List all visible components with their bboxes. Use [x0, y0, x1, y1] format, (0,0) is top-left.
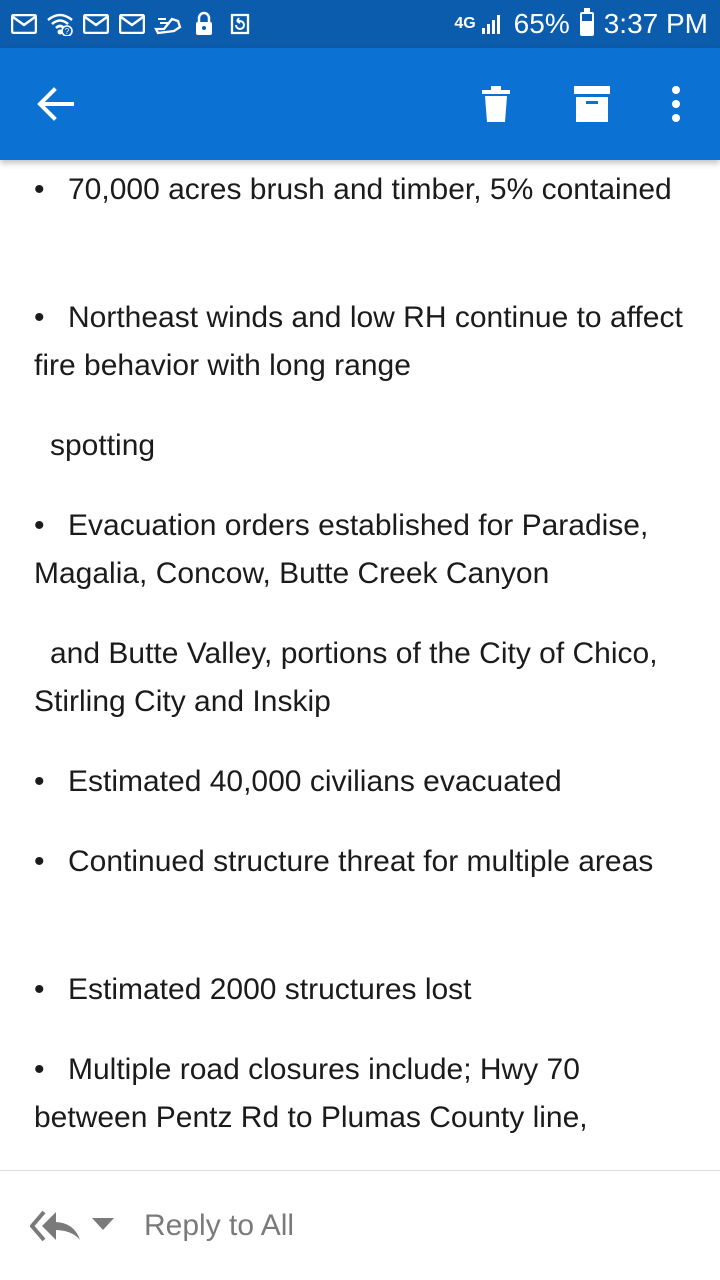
- bullet: •: [34, 173, 45, 206]
- trash-icon: [482, 86, 510, 122]
- body-line: [34, 422, 694, 470]
- battery-fill: [582, 21, 592, 34]
- clock: 3:37 PM: [603, 8, 708, 39]
- dropdown-icon: [92, 1218, 114, 1232]
- line-text: Evacuation orders established for Paradise, Magalia, Concow, Butte Creek Canyon: [34, 509, 649, 590]
- reply-all-button[interactable]: [30, 1208, 82, 1244]
- body-line: [34, 838, 694, 886]
- delete-button[interactable]: [468, 76, 524, 132]
- bullet: •: [34, 1053, 45, 1086]
- line-text: Multiple road closures include; Hwy 70 between Pentz Rd to Plumas County line,: [34, 1053, 588, 1134]
- body-line: [34, 966, 694, 1014]
- body-line: [34, 294, 694, 390]
- body-line: [34, 630, 694, 726]
- status-right: [454, 0, 708, 48]
- bullet: •: [34, 509, 45, 542]
- email-body: [0, 160, 720, 1170]
- mail-icon: [10, 10, 38, 38]
- back-arrow-icon: [36, 86, 76, 122]
- shoe-icon: [154, 10, 182, 38]
- more-vert-icon: [671, 86, 681, 122]
- signal-icon: [480, 13, 504, 35]
- battery-icon: [580, 12, 594, 36]
- line-text: 70,000 acres brush and timber, 5% contained: [68, 173, 672, 206]
- line-text: and Butte Valley, portions of the City of Chico, Stirling City and Inskip: [34, 637, 658, 718]
- archive-icon: [574, 86, 610, 122]
- bullet: •: [34, 301, 45, 334]
- app-bar: [0, 48, 720, 160]
- bullet: •: [34, 765, 45, 798]
- lock-icon: [190, 10, 218, 38]
- archive-button[interactable]: [564, 76, 620, 132]
- battery-percent: 65%: [513, 8, 570, 39]
- body-line: [34, 758, 694, 806]
- line-text: spotting: [50, 429, 156, 462]
- network-label: 4G: [454, 15, 476, 32]
- wifi-icon: [46, 10, 74, 38]
- reply-all-icon: [30, 1208, 82, 1244]
- svg-text:?: ?: [64, 27, 70, 36]
- line-text: Continued structure threat for multiple areas: [68, 845, 654, 878]
- reply-to-all-button[interactable]: Reply to All: [144, 1209, 295, 1242]
- status-bar: [0, 0, 720, 48]
- more-options-button[interactable]: [648, 76, 704, 132]
- reply-options-button[interactable]: [92, 1218, 114, 1232]
- sync-icon: [226, 10, 254, 38]
- bullet: •: [34, 973, 45, 1006]
- mail-icon: [118, 10, 146, 38]
- body-line: [34, 502, 694, 598]
- bullet: •: [34, 845, 45, 878]
- line-text: Northeast winds and low RH continue to affect fire behavior with long range: [34, 301, 683, 382]
- body-line: [34, 1046, 694, 1142]
- line-text: Estimated 2000 structures lost: [68, 973, 472, 1006]
- line-text: Estimated 40,000 civilians evacuated: [68, 765, 562, 798]
- mail-icon: [82, 10, 110, 38]
- back-button[interactable]: [28, 76, 84, 132]
- notification-icons: [10, 0, 254, 48]
- network-indicator: [454, 13, 503, 35]
- body-line: [34, 166, 694, 214]
